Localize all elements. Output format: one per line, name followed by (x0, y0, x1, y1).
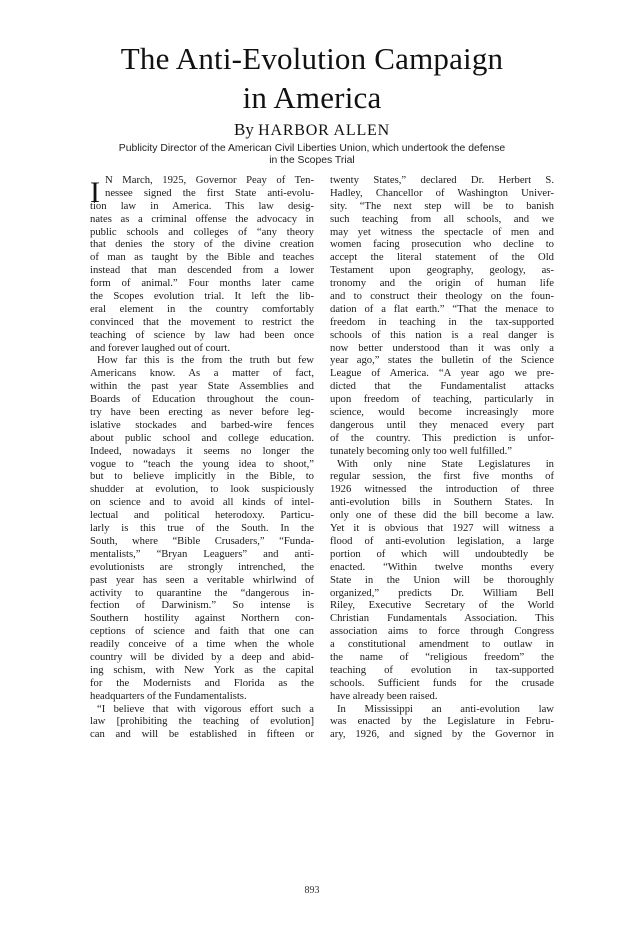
text-line: Boards of Education throughout the coun- (90, 394, 314, 406)
text-line: regular session, the first five months of (330, 471, 554, 483)
text-line: portion of which will undoubtedly be (330, 548, 554, 560)
text-line: country will be divided by a deep and abid- (90, 651, 314, 663)
byline-author: HARBOR ALLEN (258, 122, 390, 139)
text-line: sity. “The next step will be to banish (330, 200, 554, 212)
text-line: only one of these did the bill become a law. (330, 510, 554, 522)
text-line: flood of anti-evolution legislation, a large (330, 535, 554, 547)
text-line: can and will be established in fifteen or (90, 729, 314, 741)
drop-cap-letter: I (90, 176, 100, 209)
text-line: tunately becoming only too well fulfilled.” (330, 445, 513, 457)
text-line: N March, 1925, Governor Peay of Ten- (105, 175, 314, 186)
text-line: mentalists,” “Bryan Leaguers” and anti- (90, 548, 314, 560)
text-line: 1926 witnessed the introduction of three (330, 484, 554, 496)
byline (0, 120, 624, 141)
text-line: nates as a criminal offense the advocacy in (90, 213, 314, 225)
text-line: Christian Fundamentals Association. This (330, 613, 554, 625)
text-line: dation of a flat earth.” “That the menace to (330, 303, 554, 315)
text-line: may yet witness the spectacle of men and (330, 226, 554, 238)
text-line: Southern hostility against Northern con- (90, 613, 314, 625)
text-line: lectual and political heterodoxy. Particu- (90, 510, 314, 522)
text-line: Hadley, Chancellor of Washington Univer- (330, 187, 554, 199)
text-line: ary, 1926, and signed by the Governor in (330, 729, 554, 741)
text-line: tion law in America. This law desig- (90, 200, 314, 212)
text-line: women facing prosecution who decline to (330, 239, 554, 251)
text-line: shudder at evolution, to look suspiciously (90, 484, 314, 496)
text-line: the Scopes evolution trial. It left the lib- (90, 291, 314, 303)
byline-prefix: By (234, 120, 259, 139)
text-line: that denies the story of the divine creation (90, 239, 314, 251)
text-line: science, would become increasingly more (330, 407, 554, 419)
text-line: public schools and colleges of “any theory (90, 226, 314, 238)
text-line: tronomy and the origin of human life (330, 278, 554, 290)
text-line: fection of Darwinism.” So intense is (90, 600, 314, 612)
text-line: now better understood than it was only a (330, 342, 554, 354)
text-line: nessee signed the first State anti-evolu- (105, 187, 314, 199)
text-line: accept the literal statement of the Old (330, 252, 554, 264)
text-line: have already been raised. (330, 690, 438, 702)
text-line: the name of “religious freedom” the (330, 651, 554, 663)
text-line: eral element in the country comfortably (90, 303, 314, 315)
text-line: ing schism, with New York as the capital (90, 664, 314, 676)
text-line: year ago,” states the bulletin of the Science (330, 355, 554, 367)
text-line: and to construct their theology on the foun- (330, 291, 554, 303)
text-line: form of animal.” Four months later came (90, 278, 314, 290)
text-line: larly is this true of the South. In the (90, 523, 314, 535)
text-line: past year has seen a veritable whirlwind of (90, 574, 314, 586)
text-line: How far this is the from the truth but few (97, 355, 314, 367)
text-line: freedom in teaching in the tax-supported (330, 316, 554, 328)
text-line: organized,” predicts Dr. William Bell (330, 587, 554, 599)
text-line: of the country. This prediction is unfor- (330, 432, 554, 444)
text-line: schools of this nation is a real danger is (330, 329, 554, 341)
left-text-column (90, 175, 314, 742)
article-title-line-1: The Anti-Evolution Campaign (120, 41, 504, 76)
text-line: convinced that the movement to restrict the (90, 316, 314, 328)
text-line: upon freedom of teaching, particularly in (330, 394, 554, 406)
text-line: twenty States,” declared Dr. Herbert S. (330, 175, 554, 186)
text-line: With only nine State Legislatures in (337, 458, 554, 470)
text-line: Testament upon geography, geology, as- (330, 265, 554, 277)
text-line: teaching of science by law had been once (90, 329, 314, 341)
text-line: for the Modernists and Florida as the (90, 677, 314, 689)
text-line: dicted that the Fundamentalist attacks (330, 381, 554, 393)
text-line: try have been erecting as never before leg- (90, 407, 314, 419)
text-line: was enacted by the Legislature in Febru- (330, 716, 554, 728)
text-line: South, where “Bible Crusaders,” “Funda- (90, 535, 314, 547)
text-line: teaching of evolution in tax-supported (330, 664, 554, 676)
text-line: activity to quarantine the “dangerous in- (90, 587, 314, 599)
author-description-line-1: Publicity Director of the American Civil Liberties Union, which undertook the defense (118, 143, 506, 154)
text-line: Riley, Executive Secretary of the World (330, 600, 554, 612)
text-line: “I believe that with vigorous effort such a (97, 703, 314, 715)
text-line: Yet it is obvious that 1927 will witness a (330, 523, 554, 535)
text-line: evolutionists are strongly intrenched, the (90, 561, 314, 573)
text-line: but to believe implicitly in the Bible, to (90, 471, 314, 483)
text-line: Americans know. As a matter of fact, (90, 368, 314, 380)
text-line: law [prohibiting the teaching of evolution] (90, 716, 314, 728)
text-line: such teaching from all schools, and we (330, 213, 554, 225)
text-line: and forever laughed out of court. (90, 342, 231, 354)
text-line: association aims to force through Congress (330, 626, 554, 638)
text-line: a constitutional amendment to outlaw in (330, 639, 554, 651)
text-line: vogue to “teach the young idea to shoot,” (90, 458, 314, 470)
text-line: League of America. “A year ago we pre- (330, 368, 554, 380)
text-line: of man as taught by the Bible and teaches (90, 252, 314, 264)
text-line: about public school and college education. (90, 432, 314, 444)
article-title-line-2: in America (242, 80, 382, 115)
text-line: islative stockades and barbed-wire fences (90, 419, 314, 431)
text-line: schools. Sufficient funds for the crusade (330, 677, 554, 689)
text-line: In Mississippi an anti-evolution law (337, 703, 554, 715)
text-line: State in the Union will be thoroughly (330, 574, 554, 586)
text-line: dangerous until they menaced every part (330, 419, 554, 431)
right-text-column (330, 175, 554, 742)
text-line: ceptions of science and faith that one can (90, 626, 314, 638)
author-description-line-2: in the Scopes Trial (269, 155, 355, 166)
text-line: enacted. “Within twelve months every (330, 561, 554, 573)
text-line: headquarters of the Fundamentalists. (90, 690, 247, 702)
text-line: instead that man descended from a lower (90, 265, 314, 277)
page-number: 893 (304, 885, 320, 896)
text-line: readily conceive of a time when the whole (90, 639, 314, 651)
text-line: Indeed, nowadays it seems no longer the (90, 445, 314, 457)
text-line: within the past year State Assemblies and (90, 381, 314, 393)
text-line: anti-evolution bills in Southern States. In (330, 497, 554, 509)
text-line: on science and to avoid all kinds of intel- (90, 497, 314, 509)
